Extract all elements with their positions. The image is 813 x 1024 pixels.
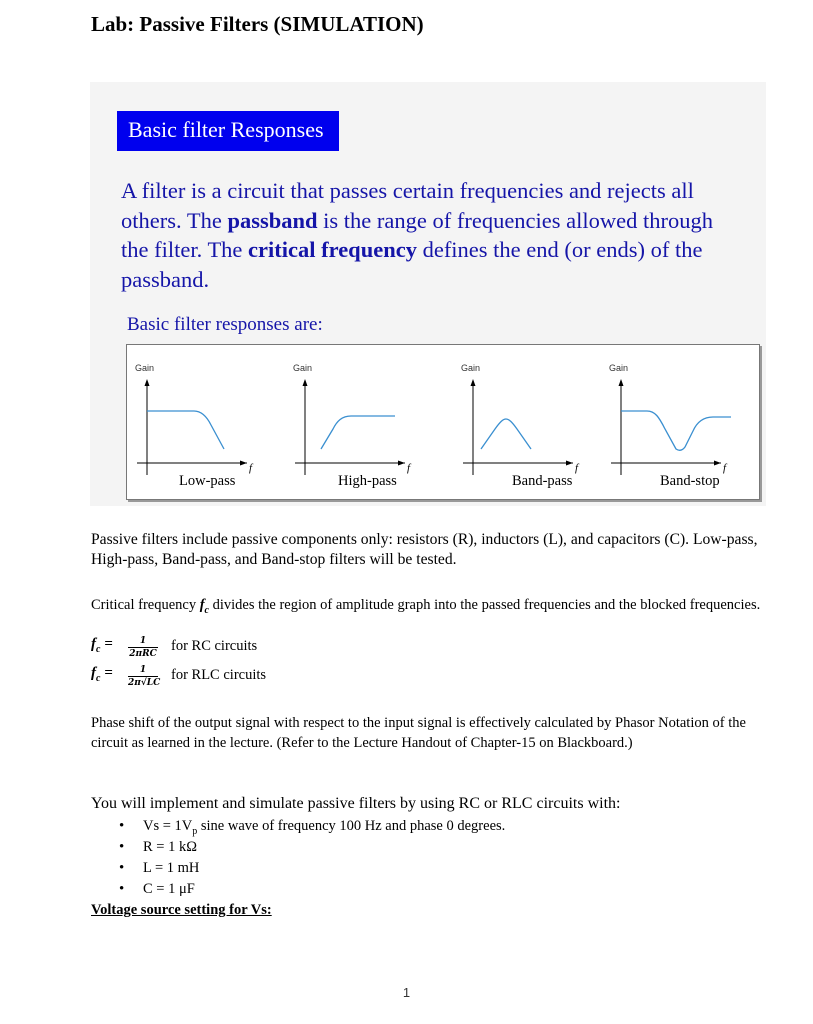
band-stop-response-curve	[621, 411, 731, 450]
list-item	[114, 839, 714, 860]
passband-term: passband	[227, 207, 318, 233]
gain-arrowhead	[303, 379, 308, 386]
gain-label: Gain	[293, 363, 313, 373]
frequency-arrowhead	[398, 461, 405, 466]
list-item	[114, 818, 714, 839]
frequency-label: f	[575, 462, 579, 474]
critical-frequency-term: critical frequency	[248, 237, 417, 262]
slide-heading: Basic filter Responses	[117, 111, 339, 151]
list-item	[114, 881, 714, 902]
fraction-numerator: 1	[128, 665, 158, 677]
parameters-list	[114, 818, 714, 902]
gain-label: Gain	[135, 363, 155, 373]
fraction-numerator: 1	[128, 636, 158, 648]
bullet: •	[119, 818, 125, 834]
band-pass-graph	[461, 363, 580, 475]
vs-param: $Vs = 1V_p$ sine wave of frequency 100 Hz and phase 0 degrees.	[143, 818, 506, 837]
fraction-denominator: 2π√LC	[128, 678, 161, 688]
bullet: •	[119, 860, 125, 876]
filter-responses-figure	[126, 344, 760, 500]
l-param: L = 1 mH	[143, 860, 200, 876]
rlc-fraction	[128, 665, 161, 688]
frequency-arrowhead	[240, 461, 247, 466]
low-pass-response-curve	[147, 411, 224, 449]
formula-label: for RC circuits	[171, 638, 258, 654]
frequency-label: f	[723, 462, 727, 474]
fc-symbol: $f_c$ =	[91, 665, 113, 684]
paragraph-text: defines the end (or ends) of the passband.	[121, 237, 703, 292]
fc-symbol: $f_c$ =	[91, 636, 113, 655]
frequency-arrowhead	[714, 461, 721, 466]
frequency-label: f	[407, 462, 411, 474]
formula-label: for RLC circuits	[171, 667, 267, 683]
gain-arrowhead	[619, 379, 624, 386]
voltage-source-heading: Voltage source setting for Vs:	[91, 902, 272, 918]
page-number: 1	[402, 985, 411, 1000]
bullet: •	[119, 881, 125, 897]
low-pass-caption: Low-pass	[179, 473, 236, 489]
bullet: •	[119, 839, 125, 855]
high-pass-response-curve	[321, 416, 395, 449]
band-stop-curve-group	[621, 411, 731, 450]
c-param: C = 1 μF	[143, 881, 195, 897]
gain-arrowhead	[471, 379, 476, 386]
passive-filters-intro: Passive filters include passive components only: resistors (R), inductors (L), and capacitors (C). Low-pass, High-pass, Band-pass, and Band-stop filters will be tested.	[91, 531, 758, 568]
frequency-arrowhead	[566, 461, 573, 466]
r-param: R = 1 kΩ	[143, 839, 197, 855]
gain-label: Gain	[461, 363, 481, 373]
band-pass-curve-group	[481, 419, 531, 449]
list-item	[114, 860, 714, 881]
gain-arrowhead	[145, 379, 150, 386]
low-pass-graph	[135, 363, 254, 475]
fraction-denominator: 2πRC	[129, 649, 157, 659]
phase-shift-text: Phase shift of the output signal with respect to the input signal is effectively calculated by Phasor Notation of the circuit as learned in the lecture. (Refer to the Lecture Handout of Chapter-15 on Blackboard.)	[91, 715, 746, 751]
filter-responses-slide	[90, 82, 766, 506]
high-pass-graph	[293, 363, 412, 475]
paragraph-text: A filter is a circuit that passes certain frequencies and rejects all others. The	[121, 178, 694, 233]
high-pass-caption: High-pass	[338, 473, 397, 489]
band-pass-response-curve	[481, 419, 531, 449]
paragraph-text: is the range of frequencies allowed through the filter. The	[121, 207, 714, 262]
critical-text-part: divides the region of amplitude graph into the passed frequencies and the blocked frequencies.	[209, 597, 761, 613]
band-stop-graph	[609, 363, 731, 475]
critical-text-part: Critical frequency	[91, 597, 200, 613]
slide-subheading: Basic filter responses are:	[127, 314, 323, 335]
band-pass-caption: Band-pass	[512, 473, 573, 489]
low-pass-curve-group	[147, 411, 224, 449]
slide-paragraph	[121, 176, 721, 294]
filter-responses-graphs	[127, 345, 759, 499]
frequency-label: f	[249, 462, 253, 474]
implementation-text: You will implement and simulate passive filters by using RC or RLC circuits with:	[91, 795, 621, 812]
band-stop-caption: Band-stop	[660, 473, 720, 489]
document-title: Lab: Passive Filters (SIMULATION)	[91, 12, 424, 36]
high-pass-curve-group	[321, 416, 395, 449]
critical-frequency-text: Critical frequency $f_c$ divides the region of amplitude graph into the passed frequencies and the blocked frequencies.	[91, 597, 761, 616]
rc-fraction	[128, 636, 158, 659]
gain-label: Gain	[609, 363, 629, 373]
